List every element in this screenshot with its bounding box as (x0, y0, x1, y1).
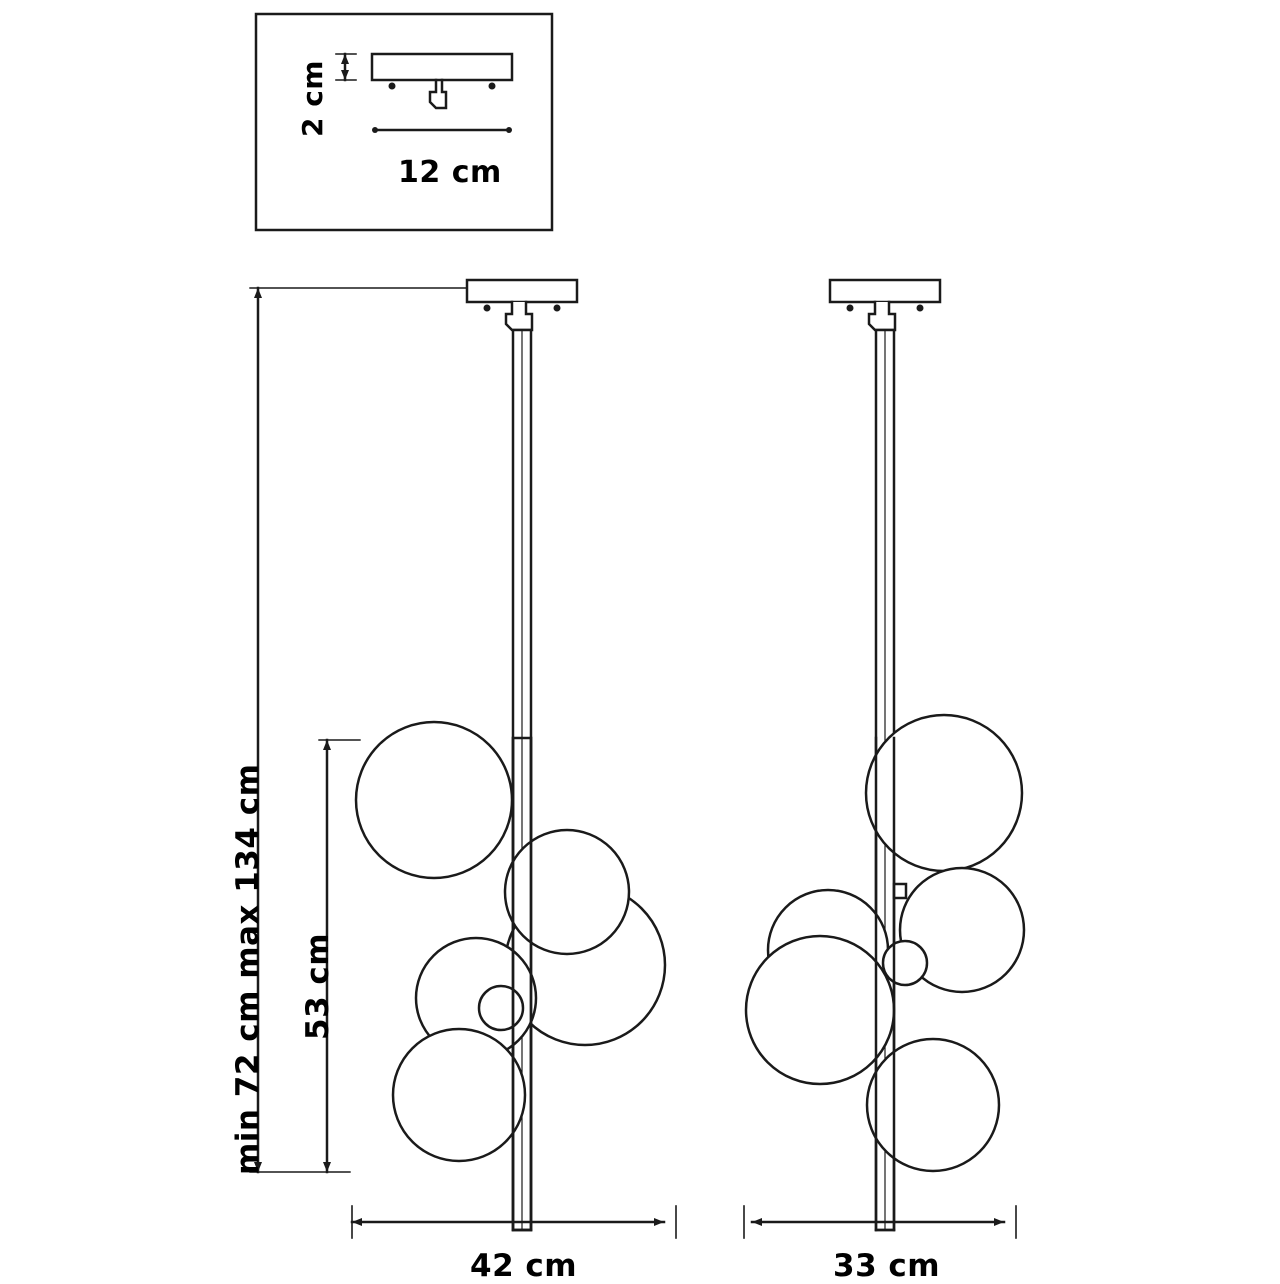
front-view-fixture (356, 280, 665, 1230)
canopy-height-label: 2 cm (296, 60, 329, 138)
side-view-fixture (746, 280, 1024, 1230)
canopy-width-label: 12 cm (398, 155, 502, 190)
total-height-label: min 72 cm max 134 cm (230, 763, 266, 1175)
fixture-drop-label: 53 cm (300, 932, 336, 1040)
side-width-label: 33 cm (833, 1248, 941, 1284)
front-width-label: 42 cm (470, 1248, 578, 1284)
